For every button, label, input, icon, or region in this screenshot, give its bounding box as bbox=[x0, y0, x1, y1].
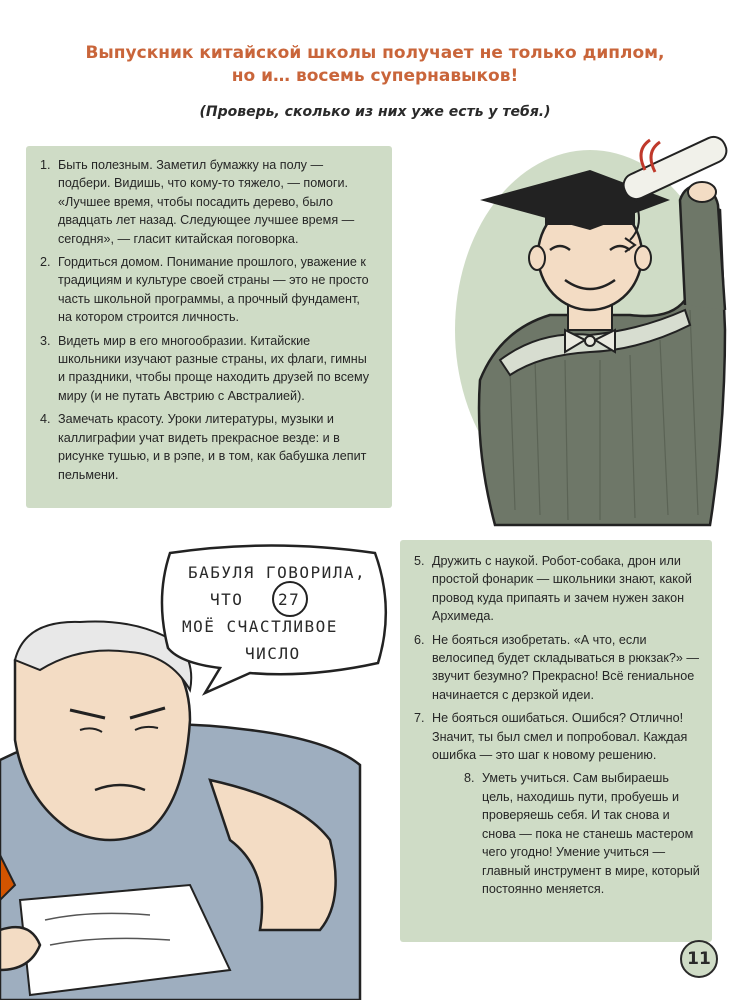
list-item: 8. Уметь учиться. Сам выбираешь цель, находишь пути, пробуешь и проверяешь себя. И так снова и снова — пока не станешь мастером чего угодно! Умение учиться — главный инструмент в мире, который постоянно меняется. bbox=[464, 771, 700, 896]
list-item: 7. Не бояться ошибаться. Ошибся? Отлично! Значит, ты был смел и попробовал. Каждая ошибка — это шаг к новому решению. bbox=[414, 711, 688, 763]
graduate-illustration bbox=[440, 130, 740, 530]
bubble-number: 27 bbox=[278, 590, 301, 609]
list-item: 2. Гордиться домом. Понимание прошлого, уважение к традициям и культуре своей страны — это не просто часть школьной программы, а прочный фундамент, на котором строится личность. bbox=[40, 255, 369, 325]
skills-list-bottom bbox=[400, 552, 702, 903]
bubble-line-2: ЧТО bbox=[210, 590, 244, 609]
page-number: 11 bbox=[680, 940, 718, 978]
page-title bbox=[0, 42, 750, 88]
list-item: 5. Дружить с наукой. Робот-собака, дрон или простой фонарик — школьники знают, какой провод куда припаять и зачем нужен закон Архимеда. bbox=[414, 554, 692, 624]
list-item: 3. Видеть мир в его многообразии. Китайские школьники изучают разные страны, их флаги, гимны и праздники, чтобы проще находить друзей по всему миру (и не путать Австрию с Австралией). bbox=[40, 333, 370, 403]
skills-list-top bbox=[26, 156, 376, 489]
list-item: 4. Замечать красоту. Уроки литературы, музыки и каллиграфии учат видеть прекрасное везде: и в рисунке тушью, и в рэпе, и в том, как бабушка лепит пельмени. bbox=[40, 412, 367, 482]
page-subtitle: (Проверь, сколько из них уже есть у тебя.) bbox=[199, 104, 551, 120]
bubble-line-4: ЧИСЛО bbox=[245, 644, 301, 663]
bubble-line-3: МОЁ СЧАСТЛИВОЕ bbox=[182, 617, 338, 636]
list-item: 6. Не бояться изобретать. «А что, если велосипед будет складываться в рюкзак?» — звучит безумно? Прекрасно! Всё гениальное начинается с дерзкой идеи. bbox=[414, 632, 699, 702]
title-line-2: но и… восемь супернавыков! bbox=[231, 66, 519, 86]
title-line-1: Выпускник китайской школы получает не только диплом, bbox=[85, 43, 665, 63]
speech-bubble bbox=[150, 538, 400, 698]
bubble-line-1: БАБУЛЯ ГОВОРИЛА, bbox=[188, 563, 367, 582]
list-item: 1. Быть полезным. Заметил бумажку на полу — подбери. Видишь, что кому-то тяжело, — помоги. «Лучшее время, чтобы посадить дерево, было двадцать лет назад. Следующее лучшее время — сегодня», — гласит китайская поговорка. bbox=[40, 158, 355, 246]
